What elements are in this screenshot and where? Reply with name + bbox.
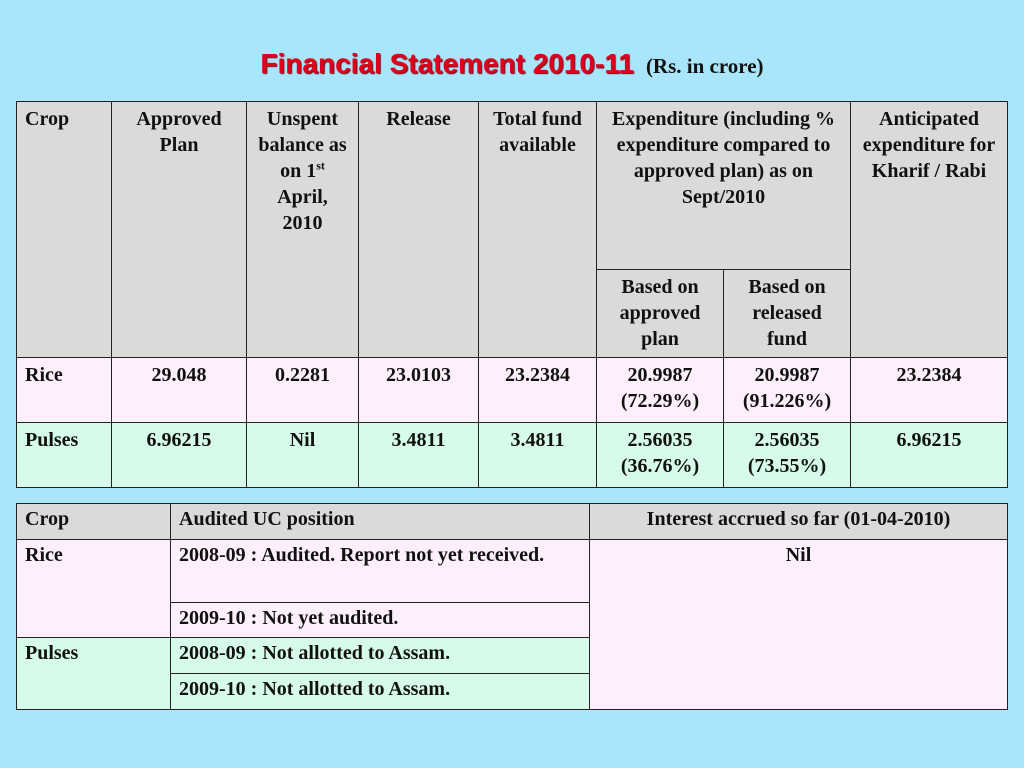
cell-release: 23.0103 — [359, 358, 479, 423]
cell-audit-status: 2009-10 : Not yet audited. — [171, 603, 590, 638]
cell-crop: Rice — [17, 358, 112, 423]
audit-uc-table — [16, 503, 1008, 710]
cell-based-approved: 2.56035 (36.76%) — [597, 423, 724, 488]
title-unit: (Rs. in crore) — [645, 54, 764, 78]
cell-release: 3.4811 — [359, 423, 479, 488]
header-unspent-balance: Unspent balance as on 1st April, 2010 — [247, 102, 359, 358]
cell-crop: Rice — [17, 540, 171, 638]
table-row — [17, 358, 1008, 423]
header-based-approved: Based on approved plan — [597, 270, 724, 358]
cell-approved-plan: 6.96215 — [112, 423, 247, 488]
header-audited-uc: Audited UC position — [171, 504, 590, 540]
header-crop: Crop — [17, 102, 112, 358]
cell-crop: Pulses — [17, 638, 171, 710]
cell-approved-plan: 29.048 — [112, 358, 247, 423]
header-approved-plan: Approved Plan — [112, 102, 247, 358]
cell-total-fund: 23.2384 — [479, 358, 597, 423]
cell-based-released: 2.56035 (73.55%) — [724, 423, 851, 488]
header-expenditure: Expenditure (including % expenditure compared to approved plan) as on Sept/2010 — [597, 102, 851, 270]
header-release: Release — [359, 102, 479, 358]
cell-based-approved: 20.9987 (72.29%) — [597, 358, 724, 423]
header-interest: Interest accrued so far (01-04-2010) — [590, 504, 1008, 540]
cell-total-fund: 3.4811 — [479, 423, 597, 488]
header-total-fund: Total fund available — [479, 102, 597, 358]
cell-unspent: Nil — [247, 423, 359, 488]
cell-anticipated: 6.96215 — [851, 423, 1008, 488]
cell-unspent: 0.2281 — [247, 358, 359, 423]
cell-anticipated: 23.2384 — [851, 358, 1008, 423]
header-crop: Crop — [17, 504, 171, 540]
cell-audit-status: 2008-09 : Not allotted to Assam. — [171, 638, 590, 674]
header-anticipated: Anticipated expenditure for Kharif / Rabi — [851, 102, 1008, 358]
cell-audit-status: 2009-10 : Not allotted to Assam. — [171, 674, 590, 710]
cell-audit-status: 2008-09 : Audited. Report not yet received. — [171, 540, 590, 603]
cell-interest: Nil — [590, 540, 1008, 710]
cell-based-released: 20.9987 (91.226%) — [724, 358, 851, 423]
cell-crop: Pulses — [17, 423, 112, 488]
header-based-released: Based on released fund — [724, 270, 851, 358]
title-main: Financial Statement 2010-11 — [260, 48, 634, 79]
financial-statement-table — [16, 101, 1008, 488]
table-row — [17, 540, 1008, 603]
slide-title — [0, 48, 1024, 80]
table-row — [17, 423, 1008, 488]
